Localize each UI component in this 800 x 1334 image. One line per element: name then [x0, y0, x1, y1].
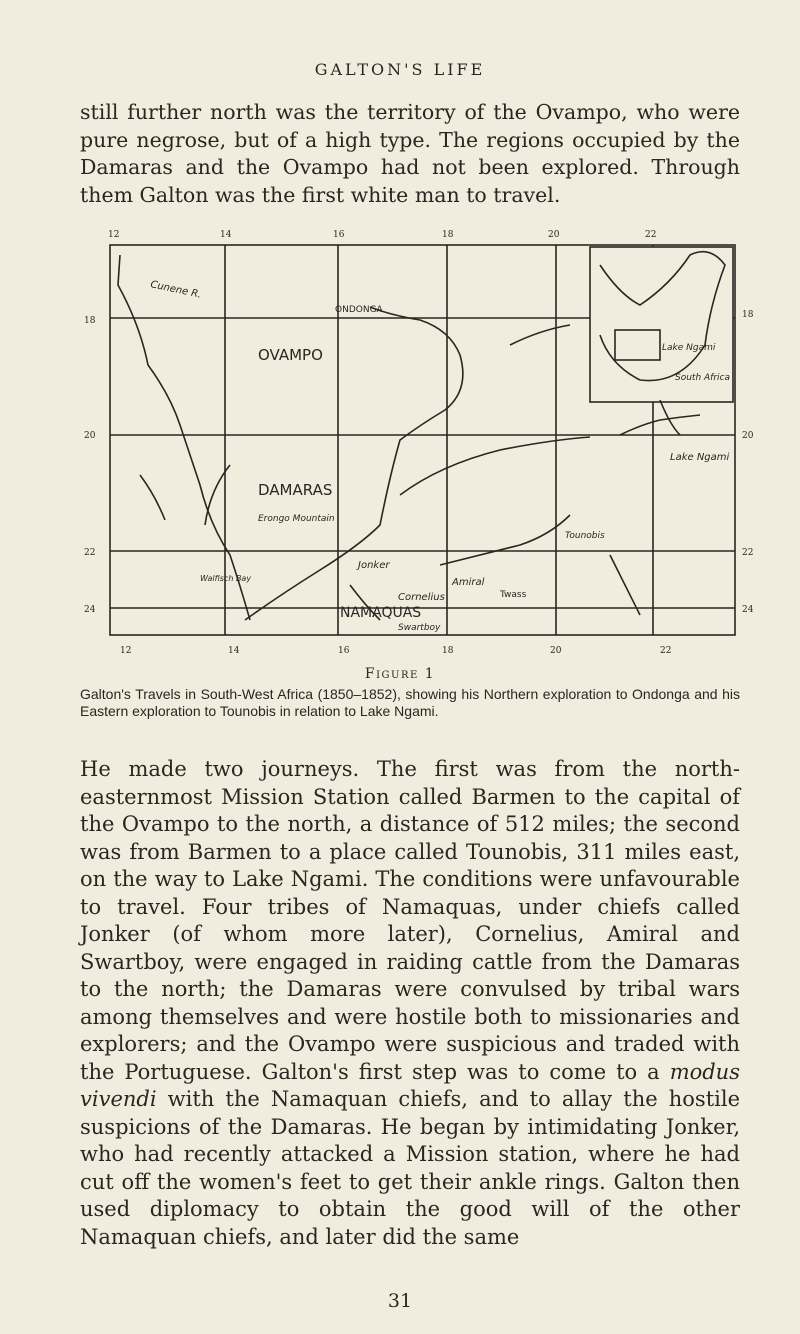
paragraph-top: still further north was the territory of the Ovampo, who were pure negrose, but of a high type. The regions occupied by the Damaras and the Ovampo had not been explored. Through them Galton was the first white man to travel. — [80, 100, 740, 207]
tick-right-18: 18 — [742, 310, 754, 320]
tick-bottom-18: 18 — [442, 646, 454, 656]
paragraph-main-after: with the Namaquan chiefs, and to allay the hostile suspicions of the Damaras. He began by intimidating Jonker, who had recently attacked a Mission station, where he had cut off the women's feet to get their ankle rings. Galton then used diplomacy to obtain the good will of the other Namaquan chiefs, and later did the same — [80, 1087, 740, 1249]
tick-bottom-12: 12 — [120, 646, 132, 656]
tick-right-22: 22 — [742, 548, 754, 558]
label-amiral: Amiral — [452, 577, 485, 588]
label-namaquas: NAMAQUAS — [340, 605, 422, 621]
tick-top-20: 20 — [548, 230, 560, 240]
tick-bottom-14: 14 — [228, 646, 240, 656]
tick-right-24: 24 — [742, 605, 754, 615]
running-header: GALTON'S LIFE — [314, 60, 486, 79]
tick-top-22: 22 — [645, 230, 657, 240]
tick-top-14: 14 — [220, 230, 232, 240]
paragraph-main-before: He made two journeys. The first was from the north-easternmost Mission Station called Barmen to the capital of the Ovampo to the north, a distance of 512 miles; the second was from Barmen to a place called Tounobis, 311 miles east, on the way to Lake Ngami. The conditions were unfavourable to travel. Four tribes of Namaquas, under chiefs called Jonker (of whom more later), Cornelius, Amiral and Swartboy, were engaged in raiding cattle from the Damaras to the north; the Damaras were convulsed by tribal wars among themselves and were hostile both to missionaries and explorers; and the Ovampo were suspicious and traded with the Portuguese. Galton's first step was to come to a — [80, 757, 740, 1084]
label-tounobis: Tounobis — [565, 531, 605, 541]
tick-right-20: 20 — [742, 431, 754, 441]
label-ondonga: ONDONGA — [335, 305, 383, 315]
map-figure — [80, 225, 770, 665]
label-cunene: Cunene R. — [149, 279, 203, 301]
tick-left-18: 18 — [84, 316, 96, 326]
tick-left-20: 20 — [84, 431, 96, 441]
figure-title: Figure 1 — [364, 666, 436, 682]
tick-left-22: 22 — [84, 548, 96, 558]
tick-bottom-20: 20 — [550, 646, 562, 656]
tick-bottom-16: 16 — [338, 646, 350, 656]
label-jonker: Jonker — [358, 560, 390, 571]
tick-left-24: 24 — [84, 605, 96, 615]
tick-top-16: 16 — [333, 230, 345, 240]
paragraph-main — [80, 756, 740, 1251]
paragraph-main-italic: modus vivendi — [80, 1059, 740, 1111]
label-lake-ngami: Lake Ngami — [670, 452, 730, 463]
label-south-africa: South Africa — [675, 373, 731, 383]
label-ovampo: OVAMPO — [258, 346, 323, 364]
label-cornelius: Cornelius — [398, 592, 445, 603]
label-erongo: Erongo Mountain — [258, 514, 335, 524]
label-swartboy: Swartboy — [398, 623, 441, 633]
label-inset-lake: Lake Ngami — [662, 343, 716, 353]
label-walfisch: Walfisch Bay — [200, 574, 252, 583]
tick-bottom-22: 22 — [660, 646, 672, 656]
page-number: 31 — [387, 1290, 413, 1312]
tick-top-18: 18 — [442, 230, 454, 240]
map-svg — [80, 225, 770, 665]
tick-top-12: 12 — [108, 230, 120, 240]
figure-caption: Galton's Travels in South-West Africa (1850–1852), showing his Northern exploration to Ondonga and his Eastern exploration to Tounobis in relation to Lake Ngami. — [80, 686, 740, 719]
label-damaras: DAMARAS — [258, 481, 333, 499]
label-twass: Twass — [500, 590, 527, 600]
